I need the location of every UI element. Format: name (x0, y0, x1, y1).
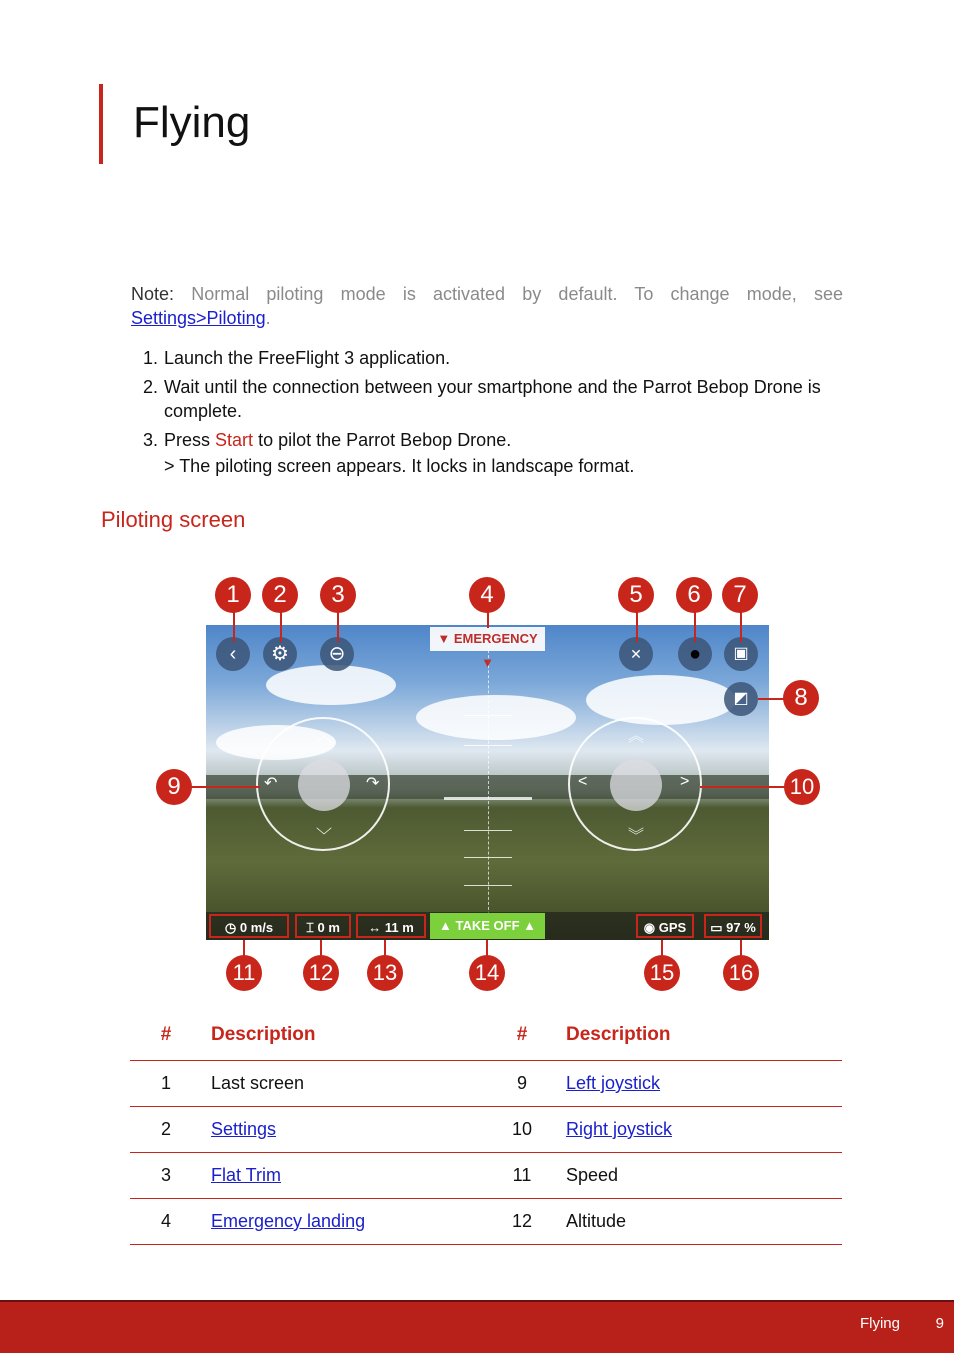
step-number: 3. (143, 430, 159, 450)
callout-line (233, 612, 235, 642)
pitch-line (464, 715, 512, 716)
callout-1: 1 (215, 577, 251, 613)
down-arrow-icon: ﹀ (316, 828, 333, 845)
horizon-indicator (444, 797, 532, 800)
flat-trim-link[interactable]: Flat Trim (211, 1165, 281, 1185)
header-description: Description (211, 1024, 316, 1045)
flat-trim-icon[interactable]: ⊖ (320, 637, 354, 671)
row-number: 10 (511, 1119, 533, 1139)
rotate-right-icon: ↷ (366, 775, 380, 792)
rotate-left-icon: ↶ (264, 775, 278, 792)
row-description: Last screen (211, 1073, 305, 1093)
back-icon[interactable]: ‹ (216, 637, 250, 671)
row-description: Speed (566, 1165, 619, 1185)
record-icon[interactable]: ● (678, 637, 712, 671)
step-3 (143, 428, 843, 452)
backward-icon: ︾ (628, 828, 645, 845)
table-row (130, 1107, 842, 1153)
altitude-icon: ⌶ (306, 920, 318, 935)
altitude-indicator (295, 914, 351, 938)
gps-label: GPS (658, 920, 687, 935)
callout-8: 8 (783, 680, 819, 716)
callout-2: 2 (262, 577, 298, 613)
callout-13: 13 (367, 955, 403, 991)
pitch-line (464, 745, 512, 746)
step-2 (143, 375, 843, 423)
table-row (130, 1061, 842, 1107)
note-end: . (265, 308, 271, 328)
callout-9: 9 (156, 769, 192, 805)
altitude-value: 0 m (317, 920, 340, 935)
row-number: 3 (160, 1165, 171, 1185)
distance-value: 11 m (384, 920, 414, 935)
right-joystick-link[interactable]: Right joystick (566, 1119, 673, 1139)
step-number: 1. (143, 348, 159, 368)
row-number: 4 (160, 1211, 171, 1231)
takeoff-button[interactable]: ▲ TAKE OFF ▲ (430, 913, 545, 939)
battery-value: 97 % (726, 920, 756, 935)
battery-icon: ▭ (710, 920, 727, 935)
row-number: 11 (512, 1165, 532, 1185)
callout-line (758, 698, 784, 700)
settings-gear-icon[interactable]: ⚙ (263, 637, 297, 671)
table-header (130, 1020, 842, 1061)
row-number: 1 (160, 1073, 171, 1093)
right-icon: > (680, 773, 690, 790)
footer-section: Flying (859, 1315, 900, 1332)
pitch-line (464, 830, 512, 831)
callout-10: 10 (784, 769, 820, 805)
note-paragraph (131, 282, 843, 330)
title-accent-bar (99, 84, 103, 164)
callout-line (700, 786, 786, 788)
step-result: > The piloting screen appears. It locks in landscape format. (164, 456, 635, 476)
camera-icon[interactable]: ▣ (724, 637, 758, 671)
emergency-button[interactable]: ▼ EMERGENCY ▼ (430, 627, 545, 651)
header-number: # (160, 1024, 172, 1045)
row-description: Altitude (566, 1211, 627, 1231)
page-footer (0, 1300, 954, 1353)
start-highlight: Start (215, 430, 254, 450)
cloud (586, 675, 736, 725)
callout-5: 5 (618, 577, 654, 613)
joystick-knob[interactable] (610, 759, 662, 811)
callout-line (636, 612, 638, 642)
distance-icon: ↔ (368, 920, 385, 935)
left-joystick[interactable] (256, 717, 390, 851)
callout-line (740, 612, 742, 642)
callout-15: 15 (644, 955, 680, 991)
step-text: Wait until the connection between your smartphone and the Parrot Bebop Drone is complete. (164, 377, 821, 421)
step-1 (143, 346, 843, 370)
hull-icon[interactable]: ✕ (619, 637, 653, 671)
photo-mode-icon[interactable]: ◩ (724, 682, 758, 716)
note-text: Normal piloting mode is activated by default. To change mode, see (191, 284, 843, 304)
settings-link[interactable]: Settings (211, 1119, 277, 1139)
callout-14: 14 (469, 955, 505, 991)
pitch-line (464, 857, 512, 858)
right-joystick[interactable] (568, 717, 702, 851)
page-title: Flying (133, 98, 251, 147)
piloting-screen-image (206, 625, 769, 940)
settings-piloting-link[interactable]: Settings>Piloting (131, 308, 266, 328)
emergency-landing-link[interactable]: Emergency landing (211, 1211, 366, 1231)
callout-3: 3 (320, 577, 356, 613)
callout-11: 11 (226, 955, 262, 991)
steps-list (143, 346, 843, 457)
left-joystick-link[interactable]: Left joystick (566, 1073, 661, 1093)
left-icon: < (578, 773, 588, 790)
joystick-knob[interactable] (298, 759, 350, 811)
row-number: 12 (511, 1211, 533, 1231)
callout-line (190, 786, 260, 788)
speedometer-icon: ◷ (224, 920, 240, 935)
forward-icon: ︽ (628, 728, 645, 745)
callout-6: 6 (676, 577, 712, 613)
distance-indicator (356, 914, 426, 938)
step-number: 2. (143, 377, 159, 397)
callout-line (280, 612, 282, 642)
callout-line (487, 612, 489, 628)
pitch-line (464, 885, 512, 886)
callout-4: 4 (469, 577, 505, 613)
callout-12: 12 (303, 955, 339, 991)
speed-indicator (209, 914, 289, 938)
up-arrow-icon: ︿ (316, 728, 333, 745)
cloud (266, 665, 396, 705)
header-description: Description (566, 1024, 671, 1045)
note-label: Note: (131, 284, 175, 304)
section-heading: Piloting screen (101, 507, 246, 532)
callout-line (337, 612, 339, 642)
gps-icon: ◉ (643, 920, 659, 935)
callout-line (694, 612, 696, 642)
callout-7: 7 (722, 577, 758, 613)
status-bar (206, 912, 769, 940)
description-table (130, 1020, 842, 1245)
row-number: 9 (516, 1073, 527, 1093)
page-number: 9 (935, 1315, 944, 1332)
table-row (130, 1199, 842, 1245)
step-text: Launch the FreeFlight 3 application. (164, 348, 451, 368)
row-number: 2 (160, 1119, 171, 1139)
header-number: # (516, 1024, 528, 1045)
horizon-center-line (488, 635, 489, 925)
callout-16: 16 (723, 955, 759, 991)
step-text-post: to pilot the Parrot Bebop Drone. (258, 430, 512, 450)
table-row (130, 1153, 842, 1199)
battery-indicator (704, 914, 762, 938)
step-text-pre: Press (164, 430, 211, 450)
speed-value: 0 m/s (239, 920, 274, 935)
cloud (416, 695, 576, 740)
gps-indicator (636, 914, 694, 938)
